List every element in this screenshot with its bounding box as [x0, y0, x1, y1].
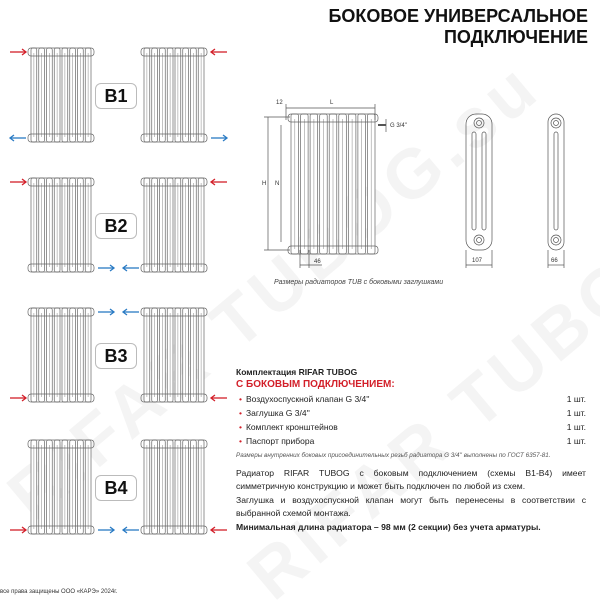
scheme-b2 [0, 175, 240, 285]
supply-arrow [211, 49, 227, 55]
kit-item-name: Воздухоспускной клапан G 3/4'' [245, 394, 370, 404]
scheme-b1 [0, 45, 240, 155]
dim-46: 46 [314, 259, 321, 265]
supply-arrow [211, 395, 227, 401]
radiator-front-view [288, 114, 378, 254]
title-line-1: БОКОВОЕ УНИВЕРСАЛЬНОЕ [328, 6, 588, 26]
dim-h: H [262, 181, 267, 187]
title-line-2: ПОДКЛЮЧЕНИЕ [443, 27, 588, 47]
supply-arrow [10, 179, 26, 185]
description [236, 467, 586, 534]
kit-heading: Комплектация RIFAR TUBOG [236, 367, 358, 377]
radiator-right [141, 440, 207, 534]
radiator-left [28, 178, 94, 272]
dim-l: L [330, 100, 334, 106]
return-arrow [123, 527, 139, 533]
dimension-drawing [250, 90, 600, 285]
return-arrow [123, 309, 139, 315]
scheme-label: B4 [95, 475, 137, 501]
kit-item-name: Заглушка G 3/4'' [245, 408, 310, 418]
dim-12: 12 [276, 100, 283, 106]
kit-item [236, 422, 586, 432]
radiator-right [141, 178, 207, 272]
kit-section [236, 367, 586, 459]
dim-107: 107 [472, 258, 483, 264]
return-arrow [10, 135, 26, 141]
bullet-icon: • [239, 436, 242, 446]
return-arrow [98, 527, 114, 533]
radiator-side-view-2col [548, 114, 564, 250]
kit-subheading: С БОКОВЫМ ПОДКЛЮЧЕНИЕМ: [236, 379, 395, 390]
kit-item-qty: 1 шт. [566, 422, 586, 432]
scheme-label: B3 [95, 343, 137, 369]
bullet-icon: • [239, 394, 242, 404]
kit-item-name: Комплект кронштейнов [245, 422, 338, 432]
return-arrow [211, 135, 227, 141]
scheme-b3 [0, 305, 240, 415]
supply-arrow [10, 49, 26, 55]
kit-item-qty: 1 шт. [566, 436, 586, 446]
kit-item-qty: 1 шт. [566, 394, 586, 404]
radiator-left [28, 48, 94, 142]
description-p2: Заглушка и воздухоспускной клапан могут быть перенесены в соответствии с выбранной схемой монтажа. [236, 494, 586, 519]
supply-arrow [10, 395, 26, 401]
radiator-left [28, 440, 94, 534]
kit-item-name: Паспорт прибора [245, 436, 315, 446]
radiator-right [141, 48, 207, 142]
dim-n: N [275, 181, 280, 187]
return-arrow [123, 265, 139, 271]
return-arrow [98, 309, 114, 315]
bullet-icon: • [239, 408, 242, 418]
description-p1: Радиатор RIFAR TUBOG с боковым подключением (схемы B1-B4) имеет симметричную конструкцию и может быть подключен по любой из схем. [236, 468, 586, 492]
scheme-b4 [0, 437, 240, 547]
kit-item [236, 408, 586, 418]
kit-item-qty: 1 шт. [566, 408, 586, 418]
return-arrow [98, 265, 114, 271]
supply-arrow [211, 527, 227, 533]
kit-note: Размеры внутренних боковых присоединительных резьб радиатора G 3/4'' выполнены по ГОСТ 6357-81. [236, 452, 551, 459]
supply-arrow [10, 527, 26, 533]
radiator-side-view-3col [466, 114, 492, 250]
radiator-right [141, 308, 207, 402]
radiator-left [28, 308, 94, 402]
kit-item [236, 394, 586, 404]
copyright: все права защищены ООО «КАРЭ» 2024г. [0, 589, 118, 595]
kit-item [236, 436, 586, 446]
scheme-label: B1 [95, 83, 137, 109]
description-p3: Минимальная длина радиатора – 98 мм (2 секции) без учета арматуры. [236, 521, 541, 532]
dim-66: 66 [551, 258, 558, 264]
scheme-label: B2 [95, 213, 137, 239]
page-title [328, 6, 588, 48]
drawing-caption: Размеры радиаторов TUB с боковыми заглушками [274, 279, 444, 286]
supply-arrow [211, 179, 227, 185]
bullet-icon: • [239, 422, 242, 432]
thread-label: G 3/4'' [390, 123, 407, 129]
